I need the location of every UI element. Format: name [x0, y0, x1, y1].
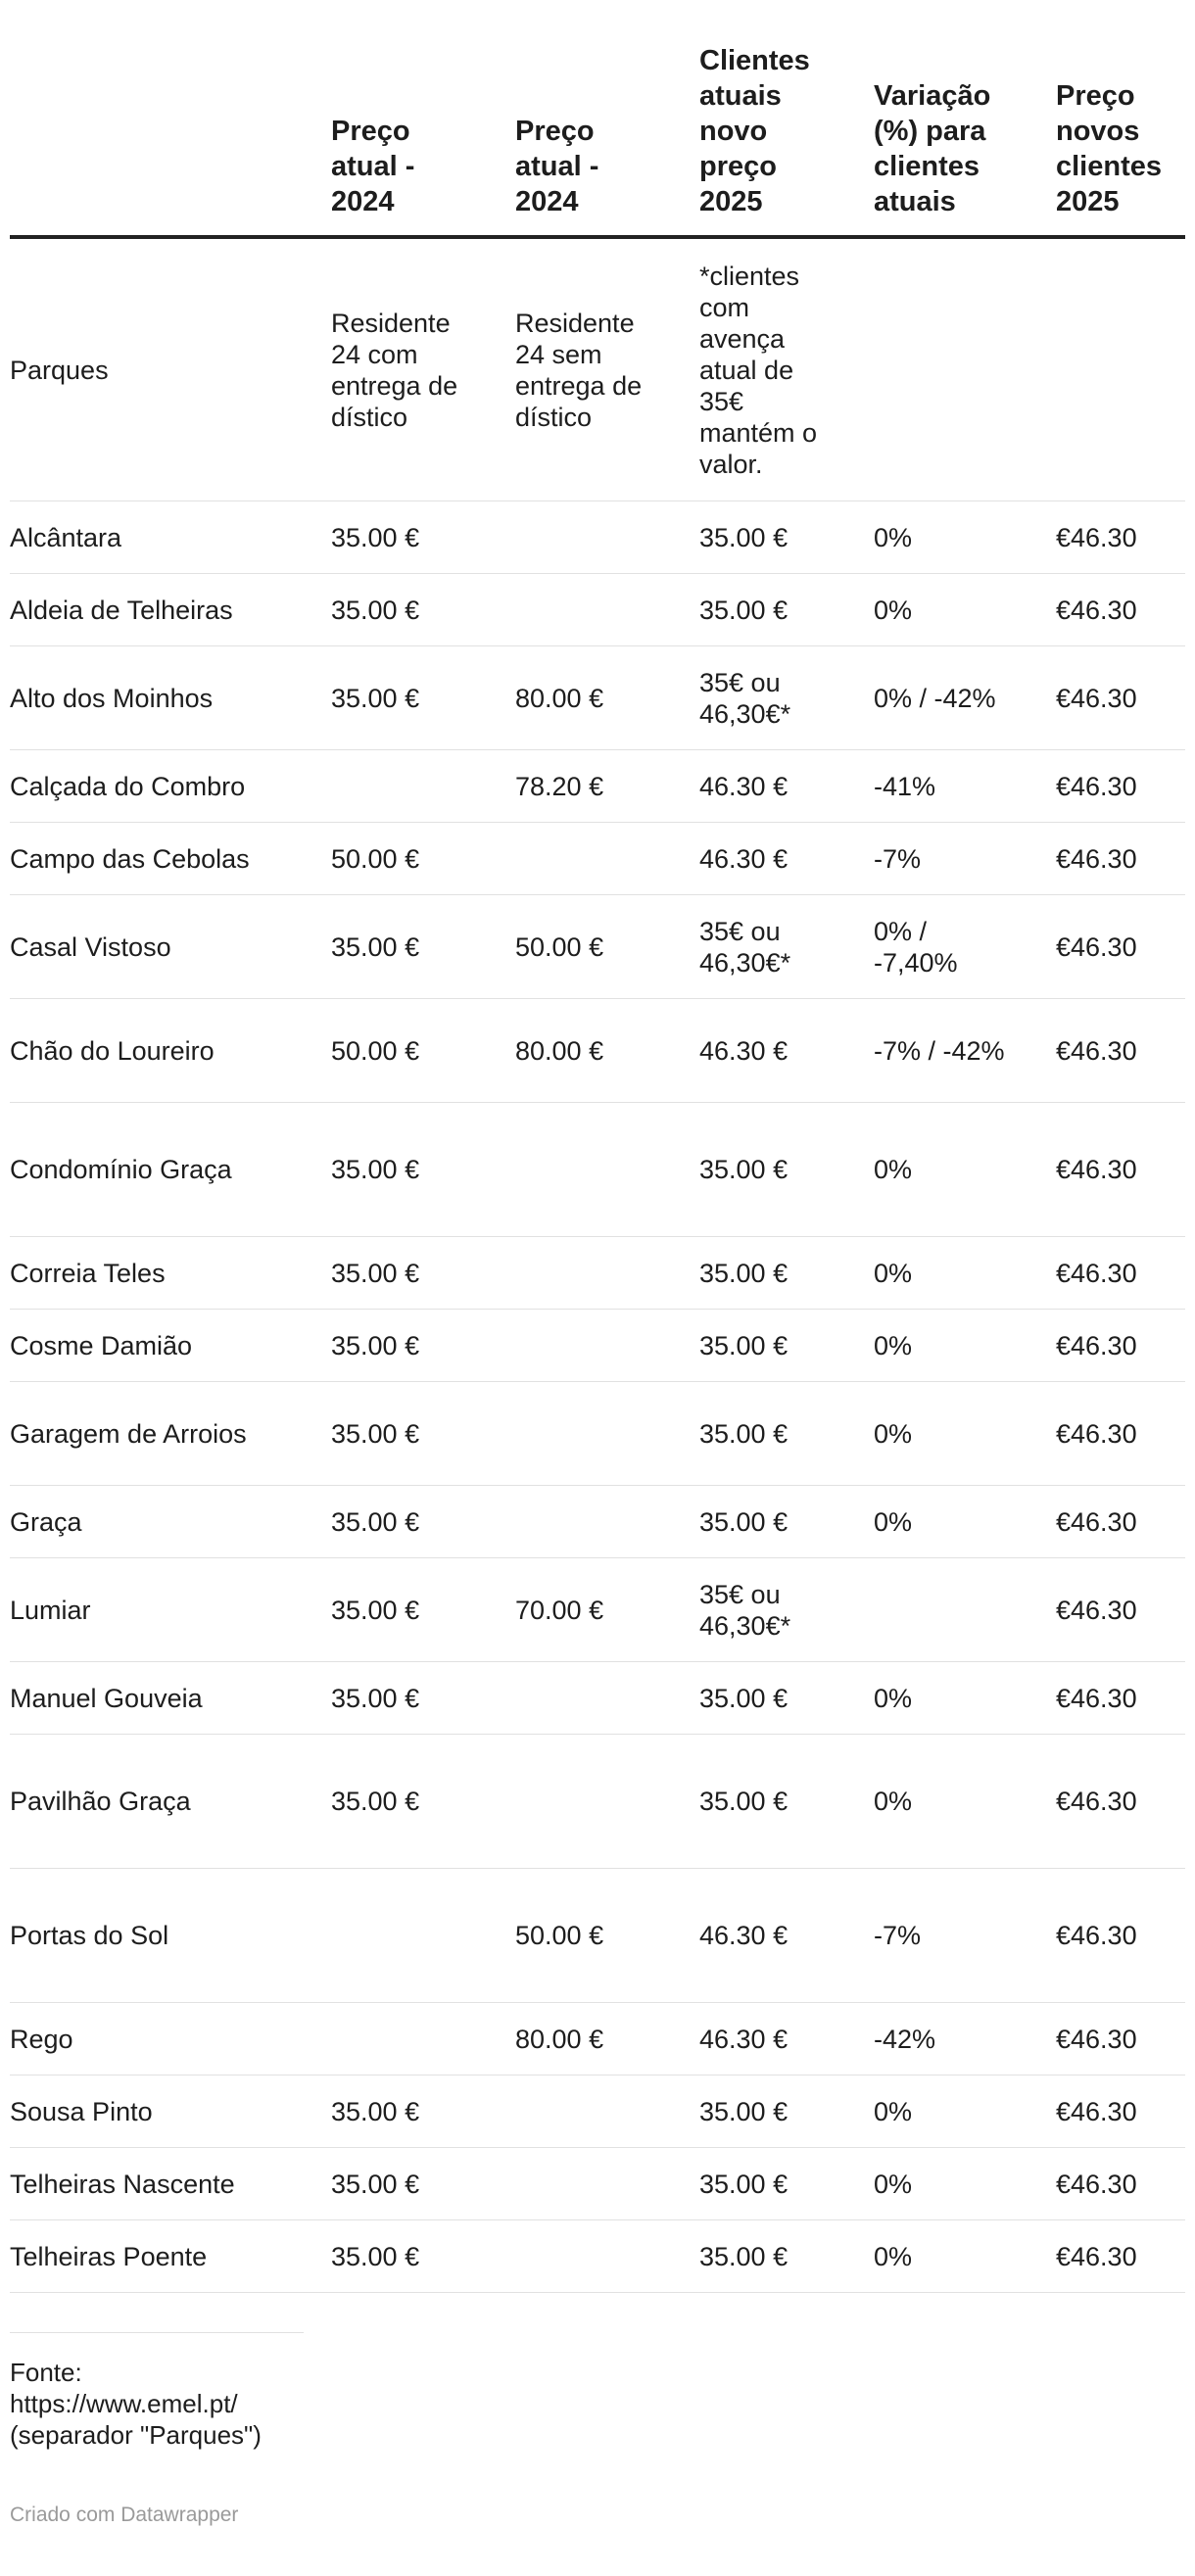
table-cell: €46.30	[1056, 646, 1185, 750]
table-cell	[515, 1662, 699, 1735]
park-name-cell: Calçada do Combro	[10, 750, 331, 823]
table-row	[10, 2075, 1185, 2148]
subheader-cell: Parques	[10, 237, 331, 501]
park-name-cell: Rego	[10, 2003, 331, 2075]
table-row	[10, 1237, 1185, 1310]
table-cell: €46.30	[1056, 1237, 1185, 1310]
subheader-row	[10, 237, 1185, 501]
table-cell: 0%	[874, 2148, 1056, 2220]
table-cell: 35€ ou 46,30€*	[699, 646, 874, 750]
table-cell	[874, 1558, 1056, 1662]
column-header: Preço atual - 2024	[515, 0, 699, 237]
park-name-cell: Campo das Cebolas	[10, 823, 331, 895]
park-name-cell: Telheiras Poente	[10, 2220, 331, 2293]
table-row	[10, 999, 1185, 1103]
table-cell	[515, 1382, 699, 1486]
table-cell: 35.00 €	[699, 1382, 874, 1486]
table-cell: 0%	[874, 1237, 1056, 1310]
table-cell: 35.00 €	[699, 2148, 874, 2220]
table-cell: 0%	[874, 1103, 1056, 1237]
table-cell: €46.30	[1056, 1310, 1185, 1382]
table-row	[10, 1558, 1185, 1662]
table-cell: 35.00 €	[699, 1486, 874, 1558]
table-cell: 35.00 €	[331, 1382, 515, 1486]
table-cell: 35.00 €	[331, 501, 515, 574]
table-cell: 35€ ou 46,30€*	[699, 895, 874, 999]
table-row	[10, 823, 1185, 895]
table-row	[10, 895, 1185, 999]
table-cell: 50.00 €	[515, 895, 699, 999]
table-cell: 35.00 €	[331, 1735, 515, 1869]
table-cell: €46.30	[1056, 1735, 1185, 1869]
park-name-cell: Cosme Damião	[10, 1310, 331, 1382]
park-name-cell: Chão do Loureiro	[10, 999, 331, 1103]
table-cell: 46.30 €	[699, 999, 874, 1103]
table-cell: 35.00 €	[331, 1662, 515, 1735]
table-cell: €46.30	[1056, 1103, 1185, 1237]
table-cell: 35.00 €	[331, 1486, 515, 1558]
park-name-cell: Graça	[10, 1486, 331, 1558]
table-cell	[515, 574, 699, 646]
table-cell: 0%	[874, 1310, 1056, 1382]
table-cell: €46.30	[1056, 750, 1185, 823]
datawrapper-credit: Criado com Datawrapper	[10, 2504, 239, 2526]
table-cell: €46.30	[1056, 1558, 1185, 1662]
table-cell: 50.00 €	[331, 823, 515, 895]
column-header: Preço novos clientes 2025	[1056, 0, 1185, 237]
table-cell	[515, 823, 699, 895]
table-cell: €46.30	[1056, 823, 1185, 895]
table-cell	[331, 1869, 515, 2003]
table-row	[10, 501, 1185, 574]
table-cell: 50.00 €	[331, 999, 515, 1103]
table-cell: 46.30 €	[699, 2003, 874, 2075]
table-row	[10, 646, 1185, 750]
table-cell: 35.00 €	[699, 574, 874, 646]
park-name-cell: Manuel Gouveia	[10, 1662, 331, 1735]
table-cell: €46.30	[1056, 1662, 1185, 1735]
table-cell: -42%	[874, 2003, 1056, 2075]
table-cell	[515, 2220, 699, 2293]
table-cell: 35.00 €	[331, 646, 515, 750]
table-cell: €46.30	[1056, 2075, 1185, 2148]
table-cell: 46.30 €	[699, 1869, 874, 2003]
subheader-cell	[874, 237, 1056, 501]
table-cell: 0%	[874, 1382, 1056, 1486]
table-cell: 0% / -42%	[874, 646, 1056, 750]
table-cell: 35.00 €	[699, 1237, 874, 1310]
table-cell: €46.30	[1056, 574, 1185, 646]
table-row	[10, 1869, 1185, 2003]
table-cell: -41%	[874, 750, 1056, 823]
table-cell	[515, 1310, 699, 1382]
table-row	[10, 1735, 1185, 1869]
table-cell	[515, 1103, 699, 1237]
park-name-cell: Portas do Sol	[10, 1869, 331, 2003]
table-row	[10, 1662, 1185, 1735]
table-cell: 80.00 €	[515, 2003, 699, 2075]
table-row	[10, 1382, 1185, 1486]
table-cell: 78.20 €	[515, 750, 699, 823]
table-cell: 70.00 €	[515, 1558, 699, 1662]
table-cell: 0% / -7,40%	[874, 895, 1056, 999]
park-name-cell: Telheiras Nascente	[10, 2148, 331, 2220]
park-name-cell: Aldeia de Telheiras	[10, 574, 331, 646]
column-header: Clientes atuais novo preço 2025	[699, 0, 874, 237]
subheader-cell: Residente 24 com entrega de dístico	[331, 237, 515, 501]
table-cell: 0%	[874, 2075, 1056, 2148]
subheader-cell: Residente 24 sem entrega de dístico	[515, 237, 699, 501]
park-name-cell: Alcântara	[10, 501, 331, 574]
table-cell: €46.30	[1056, 895, 1185, 999]
table-cell	[515, 1486, 699, 1558]
table-row	[10, 2148, 1185, 2220]
table-cell: 0%	[874, 1486, 1056, 1558]
table-cell: 35.00 €	[699, 1662, 874, 1735]
table-cell: 35.00 €	[331, 1558, 515, 1662]
table-cell	[515, 1237, 699, 1310]
table-cell: €46.30	[1056, 2148, 1185, 2220]
table-cell: 35.00 €	[331, 895, 515, 999]
table-cell: 35.00 €	[331, 574, 515, 646]
table-cell: -7%	[874, 823, 1056, 895]
table-cell: 35.00 €	[699, 1103, 874, 1237]
subheader-cell	[1056, 237, 1185, 501]
table-cell: 0%	[874, 2220, 1056, 2293]
table-cell: 0%	[874, 501, 1056, 574]
table-cell: -7% / -42%	[874, 999, 1056, 1103]
column-header: Variação (%) para clientes atuais	[874, 0, 1056, 237]
park-name-cell: Garagem de Arroios	[10, 1382, 331, 1486]
park-name-cell: Sousa Pinto	[10, 2075, 331, 2148]
table-cell: 0%	[874, 1662, 1056, 1735]
table-cell: €46.30	[1056, 1869, 1185, 2003]
parks-price-table	[10, 0, 1185, 2293]
table-cell	[515, 2148, 699, 2220]
table-cell: 46.30 €	[699, 823, 874, 895]
table-cell: 46.30 €	[699, 750, 874, 823]
table-cell: 35.00 €	[331, 1103, 515, 1237]
table-cell: 35.00 €	[331, 2148, 515, 2220]
table-cell	[515, 2075, 699, 2148]
table-cell	[331, 2003, 515, 2075]
park-name-cell: Correia Teles	[10, 1237, 331, 1310]
table-cell: €46.30	[1056, 1486, 1185, 1558]
table-cell: 35€ ou 46,30€*	[699, 1558, 874, 1662]
table-cell	[515, 1735, 699, 1869]
table-cell: €46.30	[1056, 2220, 1185, 2293]
table-row	[10, 750, 1185, 823]
table-cell: 0%	[874, 574, 1056, 646]
table-cell: €46.30	[1056, 2003, 1185, 2075]
table-cell: 0%	[874, 1735, 1056, 1869]
park-name-cell: Lumiar	[10, 1558, 331, 1662]
table-cell	[331, 750, 515, 823]
park-name-cell: Condomínio Graça	[10, 1103, 331, 1237]
table-cell: €46.30	[1056, 1382, 1185, 1486]
table-row	[10, 1103, 1185, 1237]
table-row	[10, 2003, 1185, 2075]
table-cell: 35.00 €	[699, 2075, 874, 2148]
table-row	[10, 1486, 1185, 1558]
table-row	[10, 574, 1185, 646]
table-cell: 35.00 €	[331, 2075, 515, 2148]
header-row	[10, 0, 1185, 237]
table-cell: 35.00 €	[699, 2220, 874, 2293]
column-header	[10, 0, 331, 237]
table-cell: 35.00 €	[331, 2220, 515, 2293]
subheader-cell: *clientes com avença atual de 35€ mantém o valor.	[699, 237, 874, 501]
park-name-cell: Casal Vistoso	[10, 895, 331, 999]
table-cell: 35.00 €	[699, 501, 874, 574]
table-cell: 80.00 €	[515, 999, 699, 1103]
park-name-cell: Alto dos Moinhos	[10, 646, 331, 750]
table-cell: -7%	[874, 1869, 1056, 2003]
table-cell: 80.00 €	[515, 646, 699, 750]
table-row	[10, 2220, 1185, 2293]
table-cell: €46.30	[1056, 999, 1185, 1103]
table-row	[10, 1310, 1185, 1382]
table-cell: 35.00 €	[699, 1735, 874, 1869]
table-cell	[515, 501, 699, 574]
table-cell: 50.00 €	[515, 1869, 699, 2003]
table-cell: 35.00 €	[331, 1310, 515, 1382]
table-cell: 35.00 €	[699, 1310, 874, 1382]
table-cell: 35.00 €	[331, 1237, 515, 1310]
park-name-cell: Pavilhão Graça	[10, 1735, 331, 1869]
column-header: Preço atual - 2024	[331, 0, 515, 237]
source-note: Fonte: https://www.emel.pt/ (separador "Parques")	[10, 2332, 304, 2451]
table-cell: €46.30	[1056, 501, 1185, 574]
